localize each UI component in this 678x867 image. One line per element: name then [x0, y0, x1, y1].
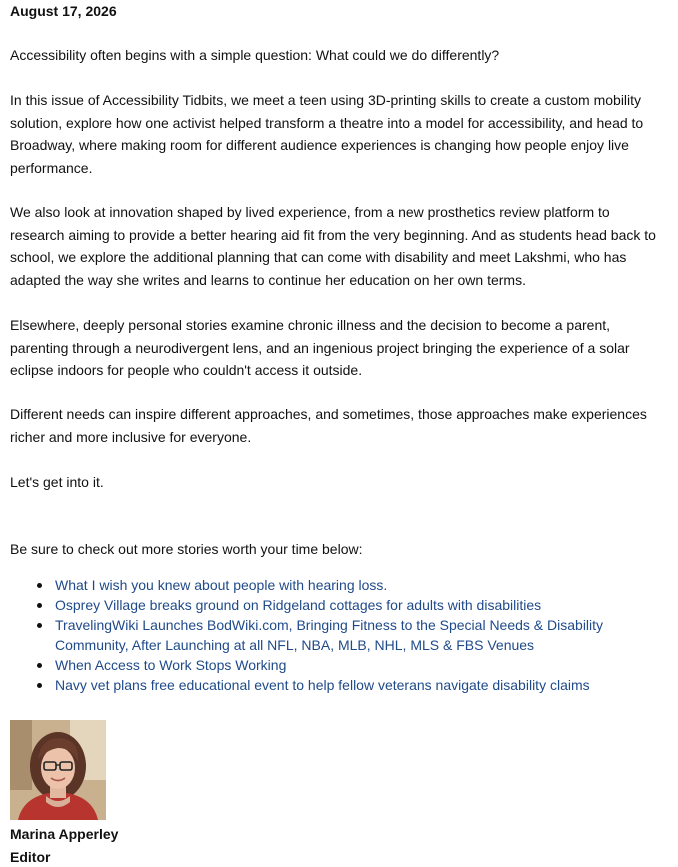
issue-summary-paragraph: In this issue of Accessibility Tidbits, we meet a teen using 3D-printing skills to create a custom mobility solution, explore how one activist helped transform a theatre into a model for accessibility, and head to Broadway, where making room for different audience experiences is changing how people enjoy live performance.: [10, 92, 644, 176]
story-link-hearing-loss[interactable]: What I wish you knew about people with hearing loss.: [55, 577, 388, 593]
story-link-navy-vet[interactable]: Navy vet plans free educational event to help fellow veterans navigate disability claims: [55, 677, 590, 693]
list-item: [55, 655, 675, 675]
editor-portrait-icon: [10, 720, 106, 820]
editor-role: Editor: [10, 849, 51, 865]
list-item: [55, 615, 675, 655]
bullet-icon: [37, 683, 42, 688]
personal-stories-paragraph: Elsewhere, deeply personal stories examine chronic illness and the decision to become a parent, parenting through a neurodivergent lens, and an ingenious project bringing the experience of a solar eclipse indoors for people who couldn't access it outside.: [10, 317, 630, 378]
lets-get-into-it: Let's get into it.: [10, 474, 104, 490]
bullet-icon: [37, 603, 42, 608]
innovation-paragraph: We also look at innovation shaped by lived experience, from a new prosthetics review platform to research aiming to provide a better hearing aid fit from the very beginning. And as students head back to school, we explore the additional planning that can come with disability and meet Lakshmi, who has adapted the way she writes and learns to continue her education on her own terms.: [10, 204, 656, 288]
issue-date: August 17, 2026: [10, 3, 117, 19]
story-link-osprey-village[interactable]: Osprey Village breaks ground on Ridgeland cottages for adults with disabilities: [55, 597, 542, 613]
editor-name: Marina Apperley: [10, 826, 119, 842]
story-link-bodwiki[interactable]: TravelingWiki Launches BodWiki.com, Bringing Fitness to the Special Needs & Disability Community, After Launching at all NFL, NBA, MLB, NHL, MLS & FBS Venues: [55, 617, 604, 653]
story-link-access-to-work[interactable]: When Access to Work Stops Working: [55, 657, 287, 673]
more-stories-intro: Be sure to check out more stories worth your time below:: [10, 541, 363, 557]
bullet-icon: [37, 623, 42, 628]
list-item: [55, 575, 675, 595]
different-needs-paragraph: Different needs can inspire different approaches, and sometimes, those approaches make experiences richer and more inclusive for everyone.: [10, 406, 647, 445]
list-item: [55, 675, 675, 695]
editor-avatar: [10, 720, 106, 820]
list-item: [55, 595, 675, 615]
intro-paragraph: Accessibility often begins with a simple question: What could we do differently?: [10, 47, 500, 63]
bullet-icon: [37, 583, 42, 588]
more-stories-list: [10, 575, 675, 695]
bullet-icon: [37, 663, 42, 668]
